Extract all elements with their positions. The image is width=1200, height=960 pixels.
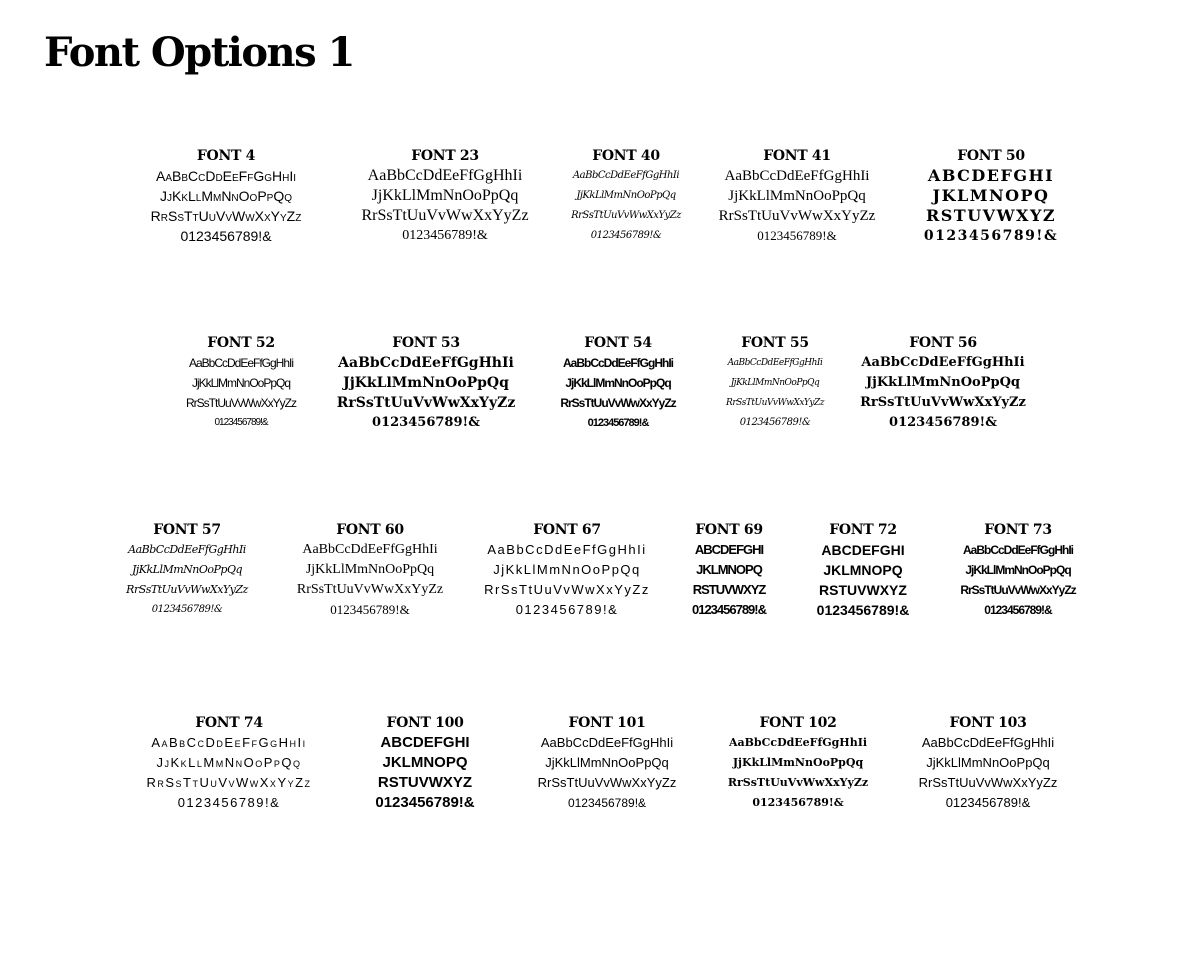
font-sample-font-100	[375, 715, 474, 813]
font-sample-font-67	[484, 522, 650, 620]
font-sample-line: AaBbCcDdEeFfGgHhIi	[128, 543, 246, 556]
font-sample-line: JKLMNOPQ	[696, 562, 762, 577]
font-sample-line: AaBbCcDdEeFfGgHhIi	[728, 736, 868, 749]
font-sample-line: 0123456789!&	[330, 602, 410, 617]
font-sample-line: JjKkLlMmNnOoPpQq	[343, 375, 509, 391]
font-sample-title: FONT 101	[568, 715, 646, 731]
font-sample-line: ABCDEFGHI	[927, 166, 1055, 185]
font-sample-line: JjKkLlMmNnOoPpQq	[728, 188, 866, 204]
font-sample-line: AaBbCcDdEeFfGgHhIi	[338, 355, 514, 371]
font-sample-line: 0123456789!&	[180, 228, 272, 244]
font-sample-line: RrSsTtUuVvWwXxYyZz	[126, 583, 248, 596]
font-sample-line: 0123456789!&	[375, 794, 475, 811]
font-sample-title: FONT 72	[829, 522, 897, 538]
font-sample-title: FONT 100	[386, 715, 464, 731]
font-sample-title: FONT 41	[763, 148, 831, 164]
font-sample-line: ABCDEFGHI	[380, 734, 470, 751]
font-sample-line: 0123456789!&	[372, 415, 480, 430]
font-sample-font-41	[719, 148, 876, 246]
font-sample-font-60	[297, 522, 443, 620]
font-sample-line: RrSsTtUuVvWwXxYyZz	[918, 775, 1058, 790]
font-sample-line: 0123456789!&	[402, 228, 488, 243]
font-sample-line: AaBbCcDdEeFfGgHhIi	[562, 356, 674, 370]
font-sample-font-73	[960, 522, 1075, 620]
font-sample-line: ABCDEFGHI	[821, 542, 905, 558]
font-sample-font-23	[361, 148, 528, 246]
font-sample-line: 0123456789!&	[945, 795, 1031, 810]
font-sample-title: FONT 54	[584, 335, 652, 351]
font-sample-line: JKLMNOPQ	[823, 562, 903, 578]
font-sample-line: RrSsTtUuVvWwXxYyZz	[718, 208, 876, 224]
font-sample-font-54	[560, 335, 675, 433]
font-sample-font-103	[919, 715, 1058, 813]
font-sample-title: FONT 56	[909, 335, 977, 351]
font-sample-title: FONT 55	[741, 335, 809, 351]
font-sample-title: FONT 4	[196, 148, 256, 164]
font-sample-line: RrSsTtUuVvWwXxYyZz	[150, 208, 302, 224]
font-sample-font-74	[146, 715, 311, 813]
font-sample-font-101	[538, 715, 677, 813]
font-sample-line: 0123456789!&	[984, 603, 1052, 617]
font-sample-line: JjKkLlMmNnOoPpQq	[732, 756, 864, 769]
font-sample-font-56	[860, 335, 1026, 433]
font-sample-line: 0123456789!&	[177, 795, 281, 810]
font-sample-font-69	[692, 522, 766, 620]
font-sample-line: 0123456789!&	[567, 796, 647, 810]
font-sample-line: 0123456789!&	[757, 228, 837, 243]
font-sample-line: AaBbCcDdEeFfGgHhIi	[155, 168, 297, 184]
font-sample-font-55	[726, 335, 824, 433]
font-sample-title: FONT 102	[759, 715, 837, 731]
font-sample-line: AaBbCcDdEeFfGgHhIi	[302, 542, 438, 557]
font-sample-line: RrSsTtUuVvWwXxYyZz	[727, 776, 869, 789]
font-sample-line: AaBbCcDdEeFfGgHhIi	[724, 168, 870, 184]
font-sample-font-57	[126, 522, 248, 620]
font-sample-title: FONT 67	[533, 522, 601, 538]
font-sample-title: FONT 52	[207, 335, 275, 351]
font-sample-line: RrSsTtUuVvWwXxYyZz	[296, 582, 444, 597]
font-sample-title: FONT 103	[949, 715, 1027, 731]
font-sample-line: 0123456789!&	[752, 796, 844, 809]
font-sample-line: RrSsTtUuVvWwXxYyZz	[484, 582, 650, 597]
font-sample-title: FONT 50	[957, 148, 1025, 164]
font-sample-line: AaBbCcDdEeFfGgHhIi	[727, 358, 823, 368]
font-sample-title: FONT 69	[695, 522, 763, 538]
font-sample-line: AaBbCcDdEeFfGgHhIi	[540, 735, 674, 750]
font-sample-line: JjKkLlMmNnOoPpQq	[493, 562, 641, 577]
font-sample-font-72	[817, 522, 910, 620]
font-sample-line: 0123456789!&	[515, 602, 619, 617]
font-sample-line: AaBbCcDdEeFfGgHhIi	[151, 735, 307, 750]
font-sample-line: JjKkLlMmNnOoPpQq	[545, 755, 669, 770]
font-sample-line: RrSsTtUuVvWwXxYyZz	[726, 398, 824, 408]
font-sample-line: ABCDEFGHI	[694, 542, 764, 557]
font-sample-font-4	[151, 148, 302, 246]
font-sample-font-102	[728, 715, 868, 813]
font-sample-line: JjKkLlMmNnOoPpQq	[191, 376, 291, 390]
font-sample-line: RSTUVWXYZ	[377, 774, 473, 791]
font-sample-line: AaBbCcDdEeFfGgHhIi	[487, 542, 647, 557]
font-sample-line: JjKkLlMmNnOoPpQq	[730, 378, 820, 388]
font-sample-line: 0123456789!&	[151, 604, 223, 615]
font-sample-line: JjKkLlMmNnOoPpQq	[965, 563, 1071, 577]
font-sample-title: FONT 57	[153, 522, 221, 538]
font-sample-line: 0123456789!&	[739, 417, 811, 428]
font-sample-title: FONT 40	[592, 148, 660, 164]
font-sample-line: 0123456789!&	[587, 417, 649, 429]
font-sample-line: RrSsTtUuVvWwXxYyZz	[860, 395, 1026, 410]
font-sample-font-53	[337, 335, 516, 433]
font-sample-line: AaBbCcDdEeFfGgHhIi	[861, 355, 1025, 370]
font-sample-line: JKLMNOPQ	[932, 186, 1050, 205]
font-sample-font-52	[186, 335, 296, 433]
font-sample-line: JKLMNOPQ	[382, 754, 468, 771]
font-sample-line: AaBbCcDdEeFfGgHhIi	[188, 356, 294, 370]
font-sample-line: JjKkLlMmNnOoPpQq	[156, 755, 302, 770]
font-sample-line: RrSsTtUuVvWwXxYyZz	[537, 775, 677, 790]
font-sample-line: 0123456789!&	[691, 602, 767, 617]
font-sample-title: FONT 23	[411, 148, 479, 164]
font-sample-line: RrSsTtUuVvWwXxYyZz	[560, 396, 676, 410]
font-sample-line: JjKkLlMmNnOoPpQq	[131, 563, 243, 576]
font-sample-font-50	[924, 148, 1058, 246]
font-sample-line: 0123456789!&	[923, 228, 1059, 244]
page-title: Font Options 1	[44, 29, 354, 76]
font-sample-title: FONT 73	[984, 522, 1052, 538]
font-sample-line: JjKkLlMmNnOoPpQq	[305, 562, 435, 577]
font-sample-line: RrSsTtUuVvWwXxYyZz	[185, 396, 297, 410]
font-sample-line: JjKkLlMmNnOoPpQq	[866, 375, 1020, 390]
font-sample-font-40	[571, 148, 681, 246]
font-sample-line: RrSsTtUuVvWwXxYyZz	[361, 207, 529, 224]
font-sample-line: JjKkLlMmNnOoPpQq	[576, 190, 676, 201]
font-sample-line: 0123456789!&	[816, 602, 910, 618]
font-sample-line: RrSsTtUuVvWwXxYyZz	[960, 583, 1076, 597]
font-sample-title: FONT 60	[336, 522, 404, 538]
font-sample-line: RSTUVWXYZ	[925, 206, 1057, 225]
font-sample-line: AaBbCcDdEeFfGgHhIi	[367, 167, 523, 184]
font-sample-line: 0123456789!&	[214, 417, 268, 428]
font-sample-line: AaBbCcDdEeFfGgHhIi	[572, 170, 680, 181]
font-sample-line: 0123456789!&	[889, 415, 997, 430]
font-sample-line: RrSsTtUuVvWwXxYyZz	[336, 395, 516, 411]
font-sample-line: JjKkLlMmNnOoPpQq	[371, 187, 519, 204]
font-sample-title: FONT 53	[392, 335, 460, 351]
font-sample-line: AaBbCcDdEeFfGgHhIi	[962, 543, 1074, 557]
font-sample-line: JjKkLlMmNnOoPpQq	[159, 188, 293, 204]
font-sample-title: FONT 74	[195, 715, 263, 731]
font-sample-line: 0123456789!&	[590, 230, 662, 241]
font-sample-line: RSTUVWXYZ	[692, 582, 766, 597]
font-sample-line: AaBbCcDdEeFfGgHhIi	[921, 735, 1055, 750]
font-sample-line: JjKkLlMmNnOoPpQq	[565, 376, 671, 390]
font-sample-line: RrSsTtUuVvWwXxYyZz	[571, 210, 681, 221]
font-sample-line: RSTUVWXYZ	[819, 582, 907, 598]
font-sample-line: RrSsTtUuVvWwXxYyZz	[146, 775, 312, 790]
font-sample-line: JjKkLlMmNnOoPpQq	[926, 755, 1050, 770]
